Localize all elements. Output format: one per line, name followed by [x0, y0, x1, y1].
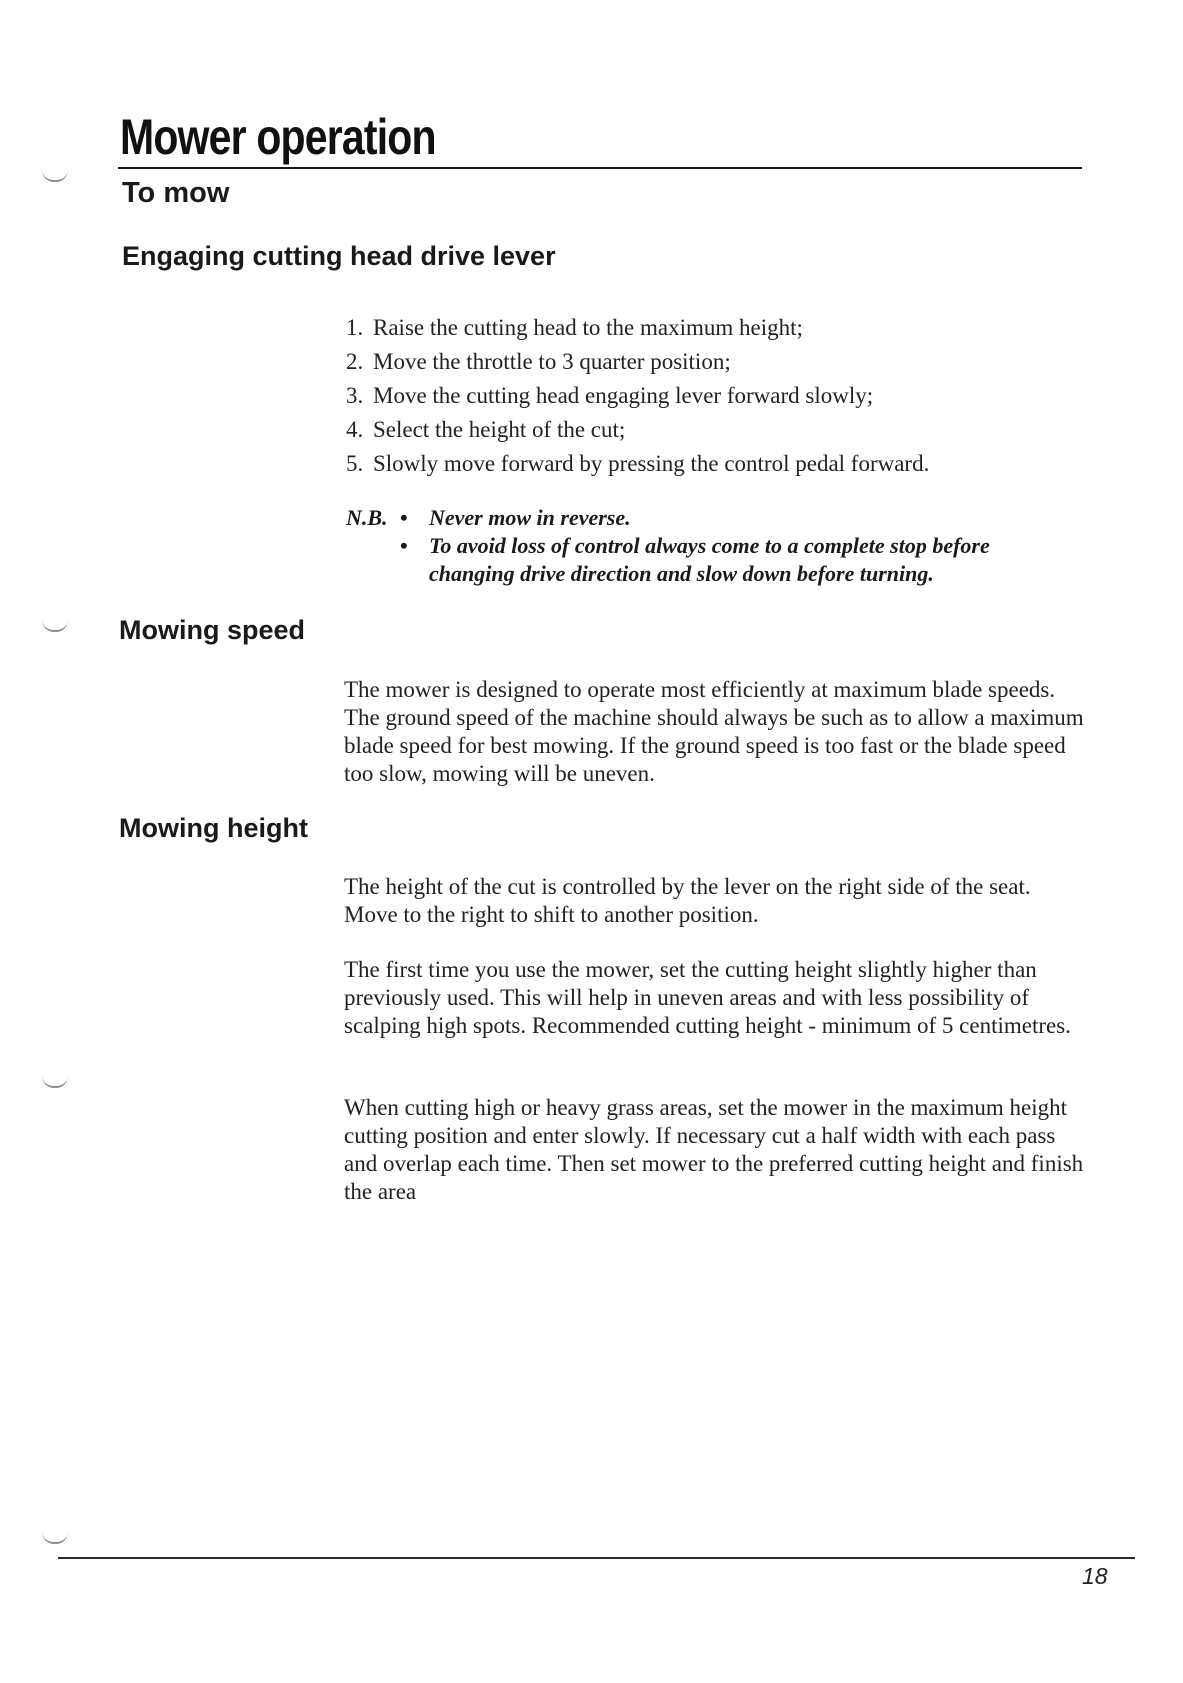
binding-mark [42, 620, 68, 632]
binding-mark [42, 1532, 68, 1544]
mowing-height-heading: Mowing height [119, 813, 308, 843]
engaging-heading: Engaging cutting head drive lever [122, 241, 556, 271]
page-number: 18 [1082, 1563, 1108, 1589]
list-item: 2. Move the throttle to 3 quarter position; [346, 349, 731, 374]
section-title: To mow [122, 177, 230, 209]
page-title: Mower operation [120, 109, 436, 165]
mowing-height-paragraph: When cutting high or heavy grass areas, set the mower in the maximum height cutting position and enter slowly. If necessary cut a half width with each pass and overlap each time. Then set mower to the preferred cutting height and finish the area [344, 1095, 1084, 1204]
bullet-icon: • [400, 533, 408, 558]
list-item: 4. Select the height of the cut; [346, 417, 626, 442]
mowing-speed-heading: Mowing speed [119, 615, 306, 645]
mowing-speed-paragraph: The mower is designed to operate most efficiently at maximum blade speeds. The ground speed of the machine should always be such as to allow a maximum blade speed for best mowing. If the ground speed is too fast or the blade speed too slow, mowing will be uneven. [344, 677, 1084, 786]
binding-mark [42, 170, 68, 182]
note-bullet-list [400, 504, 1060, 588]
bullet-icon: • [400, 505, 408, 530]
note-label: N.B. [346, 505, 388, 530]
title-underline [118, 167, 1082, 169]
note-item: • Never mow in reverse. [400, 505, 631, 530]
mowing-height-paragraph: The height of the cut is controlled by the lever on the right side of the seat. Move to the right to shift to another position. [344, 874, 1031, 927]
footer-rule [58, 1557, 1135, 1559]
engaging-steps-list [346, 311, 929, 481]
note-item: • To avoid loss of control always come to a complete stop before changing drive direction and slow down before turning. [400, 533, 990, 586]
mowing-height-paragraph: The first time you use the mower, set the cutting height slightly higher than previously used. This will help in uneven areas and with less possibility of scalping high spots. Recommended cutting height - minimum of 5 centimetres. [344, 957, 1071, 1038]
list-item: 3. Move the cutting head engaging lever forward slowly; [346, 383, 874, 408]
list-item: 1. Raise the cutting head to the maximum height; [346, 315, 803, 340]
binding-mark [42, 1076, 68, 1088]
list-item: 5. Slowly move forward by pressing the control pedal forward. [346, 451, 930, 476]
